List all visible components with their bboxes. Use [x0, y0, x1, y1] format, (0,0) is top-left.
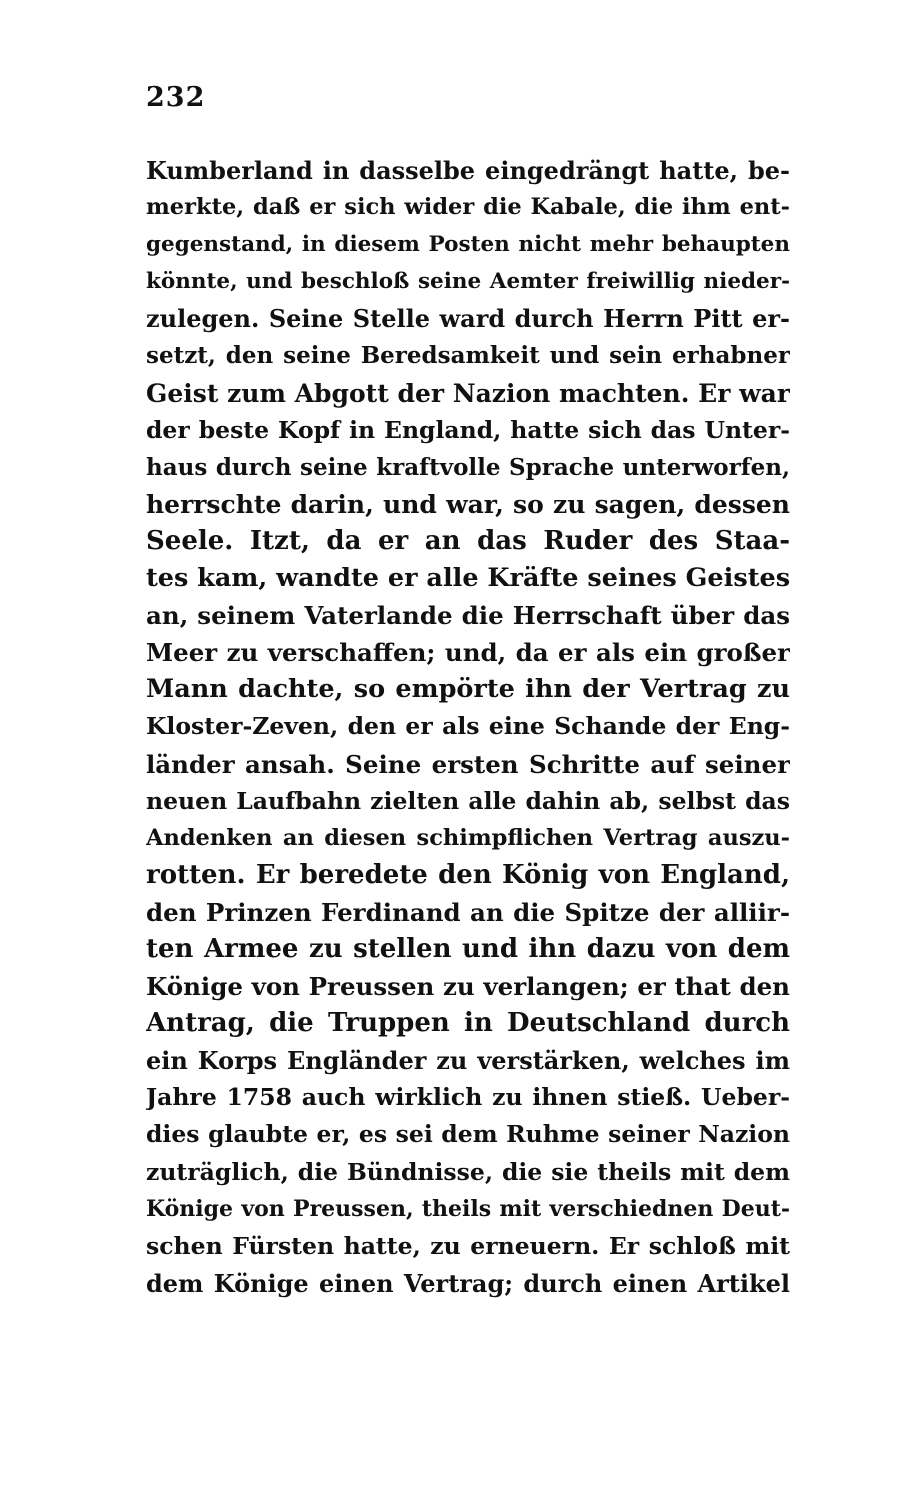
- text-line: gegenstand, in diesem Posten nicht mehr behaupten: [146, 232, 790, 258]
- text-line: Könige von Preussen, theils mit verschiednen Deut-: [146, 1195, 790, 1222]
- text-line: den Prinzen Ferdinand an die Spitze der alliir-: [146, 897, 790, 927]
- page-number: 232: [146, 82, 206, 113]
- text-line: Meer zu verschaffen; und, da er als ein großer: [146, 638, 790, 668]
- text-line: schen Fürsten hatte, zu erneuern. Er schloß mit: [146, 1231, 790, 1260]
- text-line: neuen Laufbahn zielten alle dahin ab, selbst das: [146, 786, 790, 815]
- text-line: tes kam, wandte er alle Kräfte seines Geistes: [146, 563, 790, 594]
- text-line: länder ansah. Seine ersten Schritte auf seiner: [146, 749, 790, 779]
- text-line: rotten. Er beredete den König von England,: [146, 859, 790, 890]
- text-line: Antrag, die Truppen in Deutschland durch: [146, 1008, 790, 1039]
- text-line: Kloster-Zeven, den er als eine Schande der Eng-: [146, 712, 790, 741]
- text-line: merkte, daß er sich wider die Kabale, die ihm ent-: [146, 194, 790, 221]
- text-line: dem Könige einen Vertrag; durch einen Artikel: [146, 1268, 790, 1298]
- text-line: dies glaubte er, es sei dem Ruhme seiner Nazion: [146, 1120, 790, 1149]
- body-text: [146, 152, 790, 1302]
- text-line: Kumberland in dasselbe eingedrängt hatte, be-: [146, 156, 790, 185]
- text-line: haus durch seine kraftvolle Sprache unterworfen,: [146, 453, 790, 481]
- text-line: Könige von Preussen zu verlangen; er that den: [146, 972, 790, 1002]
- text-line: der beste Kopf in England, hatte sich das Unter-: [146, 415, 790, 444]
- text-line: setzt, den seine Beredsamkeit und sein erhabner: [146, 342, 790, 370]
- text-line: Andenken an diesen schimpflichen Vertrag auszu-: [146, 824, 790, 851]
- text-line: könnte, und beschloß seine Aemter freiwillig nieder-: [146, 269, 790, 295]
- text-line: zulegen. Seine Stelle ward durch Herrn Pitt er-: [146, 304, 790, 334]
- text-line: an, seinem Vaterlande die Herrschaft über das: [146, 601, 790, 631]
- text-line: herrschte darin, und war, so zu sagen, dessen: [146, 489, 790, 519]
- text-line: Seele. Itzt, da er an das Ruder des Staa-: [146, 525, 790, 556]
- text-line: Mann dachte, so empörte ihn der Vertrag zu: [146, 674, 790, 705]
- text-line: ein Korps Engländer zu verstärken, welches im: [146, 1046, 790, 1076]
- text-line: ten Armee zu stellen und ihn dazu von dem: [146, 933, 790, 964]
- text-line: zuträglich, die Bündnisse, die sie theils mit dem: [146, 1157, 790, 1186]
- text-line: Geist zum Abgott der Nazion machten. Er war: [146, 378, 790, 408]
- text-line: Jahre 1758 auch wirklich zu ihnen stieß. Ueber-: [146, 1083, 790, 1112]
